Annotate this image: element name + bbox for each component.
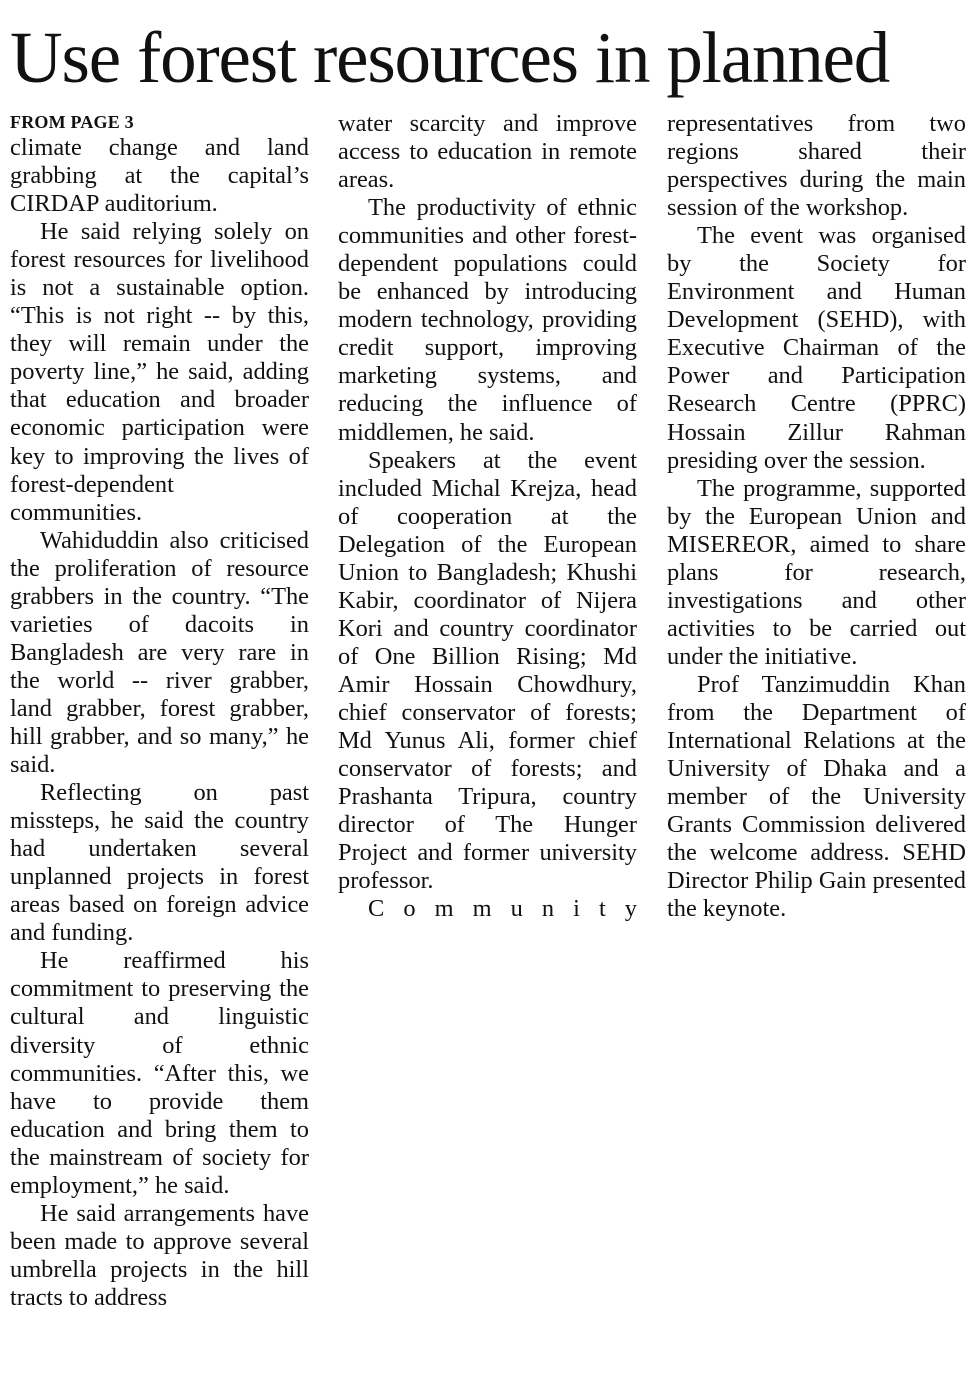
paragraph: representatives from two regions shared their perspectives during the main session of the workshop. [667, 110, 966, 222]
article-column-3 [667, 110, 966, 923]
paragraph: He reaffirmed his commitment to preserving the cultural and linguistic diversity of ethnic communities. “After this, we have to provide them education and bring them to the mainstream of society for employment,” he said. [10, 947, 309, 1199]
paragraph: The event was organised by the Society for Environment and Human Development (SEHD), with Executive Chairman of the Power and Participation Research Centre (PPRC) Hossain Zillur Rahman presiding over the session. [667, 222, 966, 474]
paragraph: Wahiduddin also criticised the proliferation of resource grabbers in the country. “The varieties of dacoits in Bangladesh are very rare in the world -- river grabber, land grabber, forest grabber, hill grabber, and so many,” he said. [10, 526, 309, 779]
paragraph: climate change and land grabbing at the capital’s CIRDAP auditorium. [10, 134, 309, 218]
headline: Use forest resources in planned [10, 17, 890, 98]
continued-from-label: FROM PAGE 3 [10, 112, 134, 132]
paragraph: He said arrangements have been made to approve several umbrella projects in the hill tracts to address [10, 1199, 309, 1311]
paragraph: He said relying solely on forest resources for livelihood is not a sustainable option. “This is not right -- by this, they will remain under the poverty line,” he said, adding that education and broader economic participation were key to improving the lives of forest-dependent communities. [10, 218, 309, 526]
article-column-1 [10, 110, 309, 1312]
paragraph: The programme, supported by the European Union and MISEREOR, aimed to share plans for research, investigations and other activities to be carried out under the initiative. [667, 474, 966, 670]
paragraph: Speakers at the event included Michal Krejza, head of cooperation at the Delegation of the European Union to Bangladesh; Khushi Kabir, coordinator of Nijera Kori and country coordinator of One Billion Rising; Md Amir Hossain Chowdhury, chief conservator of forests; Md Yunus Ali, former chief conservator of forests; and Prashanta Tripura, country director of The Hunger Project and former university professor. [338, 446, 637, 895]
article-column-2 [338, 110, 637, 923]
paragraph: Reflecting on past missteps, he said the country had undertaken several unplanned projects in forest areas based on foreign advice and funding. [10, 779, 309, 947]
paragraph: C o m m u n i t y [368, 895, 637, 923]
paragraph: The productivity of ethnic communities and other forest-dependent populations could be enhanced by introducing modern technology, providing credit support, improving marketing systems, and reducing the influence of middlemen, he said. [338, 194, 637, 446]
paragraph: Prof Tanzimuddin Khan from the Department of International Relations at the University of Dhaka and a member of the University Grants Commission delivered the welcome address. SEHD Director Philip Gain presented the keynote. [667, 670, 966, 923]
paragraph: water scarcity and improve access to education in remote areas. [338, 110, 637, 194]
